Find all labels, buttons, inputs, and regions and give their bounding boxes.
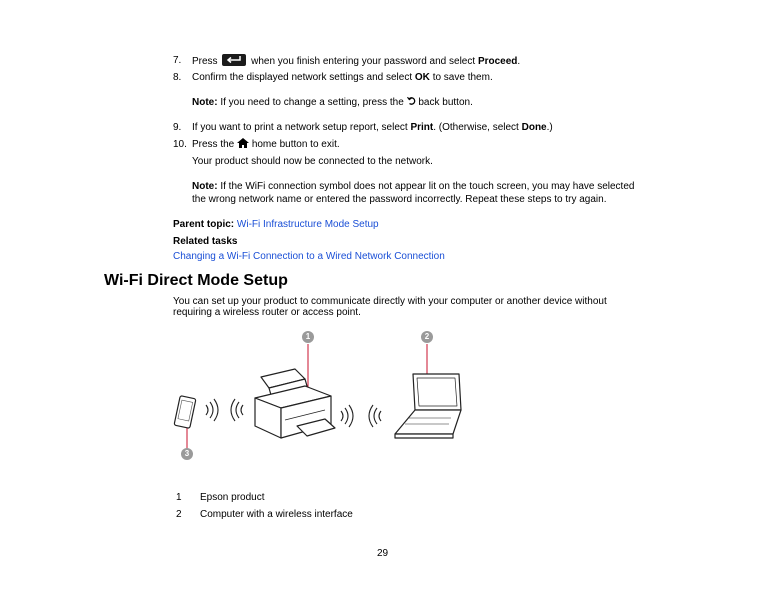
step-7-mid: when you finish entering your password and select xyxy=(251,56,476,67)
note-2-line-1 xyxy=(192,180,634,193)
step-10-text xyxy=(192,138,340,151)
note-label: Note: xyxy=(192,97,218,108)
legend-text: Computer with a wireless interface xyxy=(200,509,353,520)
step-9-bold-done: Done xyxy=(521,122,547,133)
step-10-post: home button to exit. xyxy=(251,139,340,150)
enter-key-icon xyxy=(222,54,246,66)
step-9-mid: . (Otherwise, select xyxy=(433,122,519,133)
legend-number: 2 xyxy=(176,509,182,520)
phone-illustration xyxy=(174,396,196,429)
note-2-line-2: the wrong network name or entered the password incorrectly. Repeat these steps to try again. xyxy=(192,194,607,205)
wifi-waves-icon xyxy=(206,399,243,421)
step-10-sub: Your product should now be connected to the network. xyxy=(192,156,433,167)
section-intro-2: requiring a wireless router or access point. xyxy=(173,307,361,318)
section-title: Wi-Fi Direct Mode Setup xyxy=(104,272,288,289)
note-1-post: back button. xyxy=(418,97,473,108)
step-8-text xyxy=(192,71,493,84)
note-2-line1: If the WiFi connection symbol does not appear lit on the touch screen, you may have selected xyxy=(220,181,635,192)
step-number: 7. xyxy=(173,55,182,66)
step-9-post: .) xyxy=(546,122,553,133)
step-number: 10. xyxy=(173,139,187,150)
page-number: 29 xyxy=(377,548,389,559)
step-7-bold: Proceed xyxy=(477,56,518,67)
parent-topic-label: Parent topic: xyxy=(173,219,235,230)
step-number: 9. xyxy=(173,122,182,133)
note-label: Note: xyxy=(192,181,218,192)
step-9-text xyxy=(192,121,553,134)
step-8-pre: Confirm the displayed network settings and select xyxy=(192,72,413,83)
callout-3: 3 xyxy=(181,448,193,460)
related-tasks-label xyxy=(173,235,237,248)
parent-topic xyxy=(173,218,379,231)
legend-number: 1 xyxy=(176,492,182,503)
step-7-text xyxy=(192,54,520,68)
step-10-pre: Press the xyxy=(192,139,235,150)
note-1 xyxy=(192,96,473,109)
home-icon xyxy=(237,138,249,148)
callout-2: 2 xyxy=(421,331,433,343)
callout-1: 1 xyxy=(302,331,314,343)
legend-text: Epson product xyxy=(200,492,265,503)
step-number: 8. xyxy=(173,72,182,83)
step-9-pre: If you want to print a network setup report, select xyxy=(192,122,408,133)
step-7-pre: Press xyxy=(192,56,218,67)
step-8-post: to save them. xyxy=(432,72,493,83)
wifi-direct-illustration xyxy=(165,328,485,468)
parent-topic-link[interactable]: Wi-Fi Infrastructure Mode Setup xyxy=(236,219,379,230)
related-label-text: Related tasks xyxy=(173,236,238,247)
laptop-illustration xyxy=(395,374,461,438)
wifi-waves-icon xyxy=(341,405,381,427)
section-intro-1: You can set up your product to communicate directly with your computer or another device without xyxy=(173,296,607,307)
note-1-pre: If you need to change a setting, press the xyxy=(220,97,404,108)
step-8-bold: OK xyxy=(414,72,430,83)
step-7-post: . xyxy=(517,56,521,67)
related-task-link[interactable]: Changing a Wi-Fi Connection to a Wired Network Connection xyxy=(173,251,445,262)
printer-illustration xyxy=(255,369,335,438)
back-arrow-icon xyxy=(407,96,416,106)
step-9-bold-print: Print xyxy=(410,122,434,133)
